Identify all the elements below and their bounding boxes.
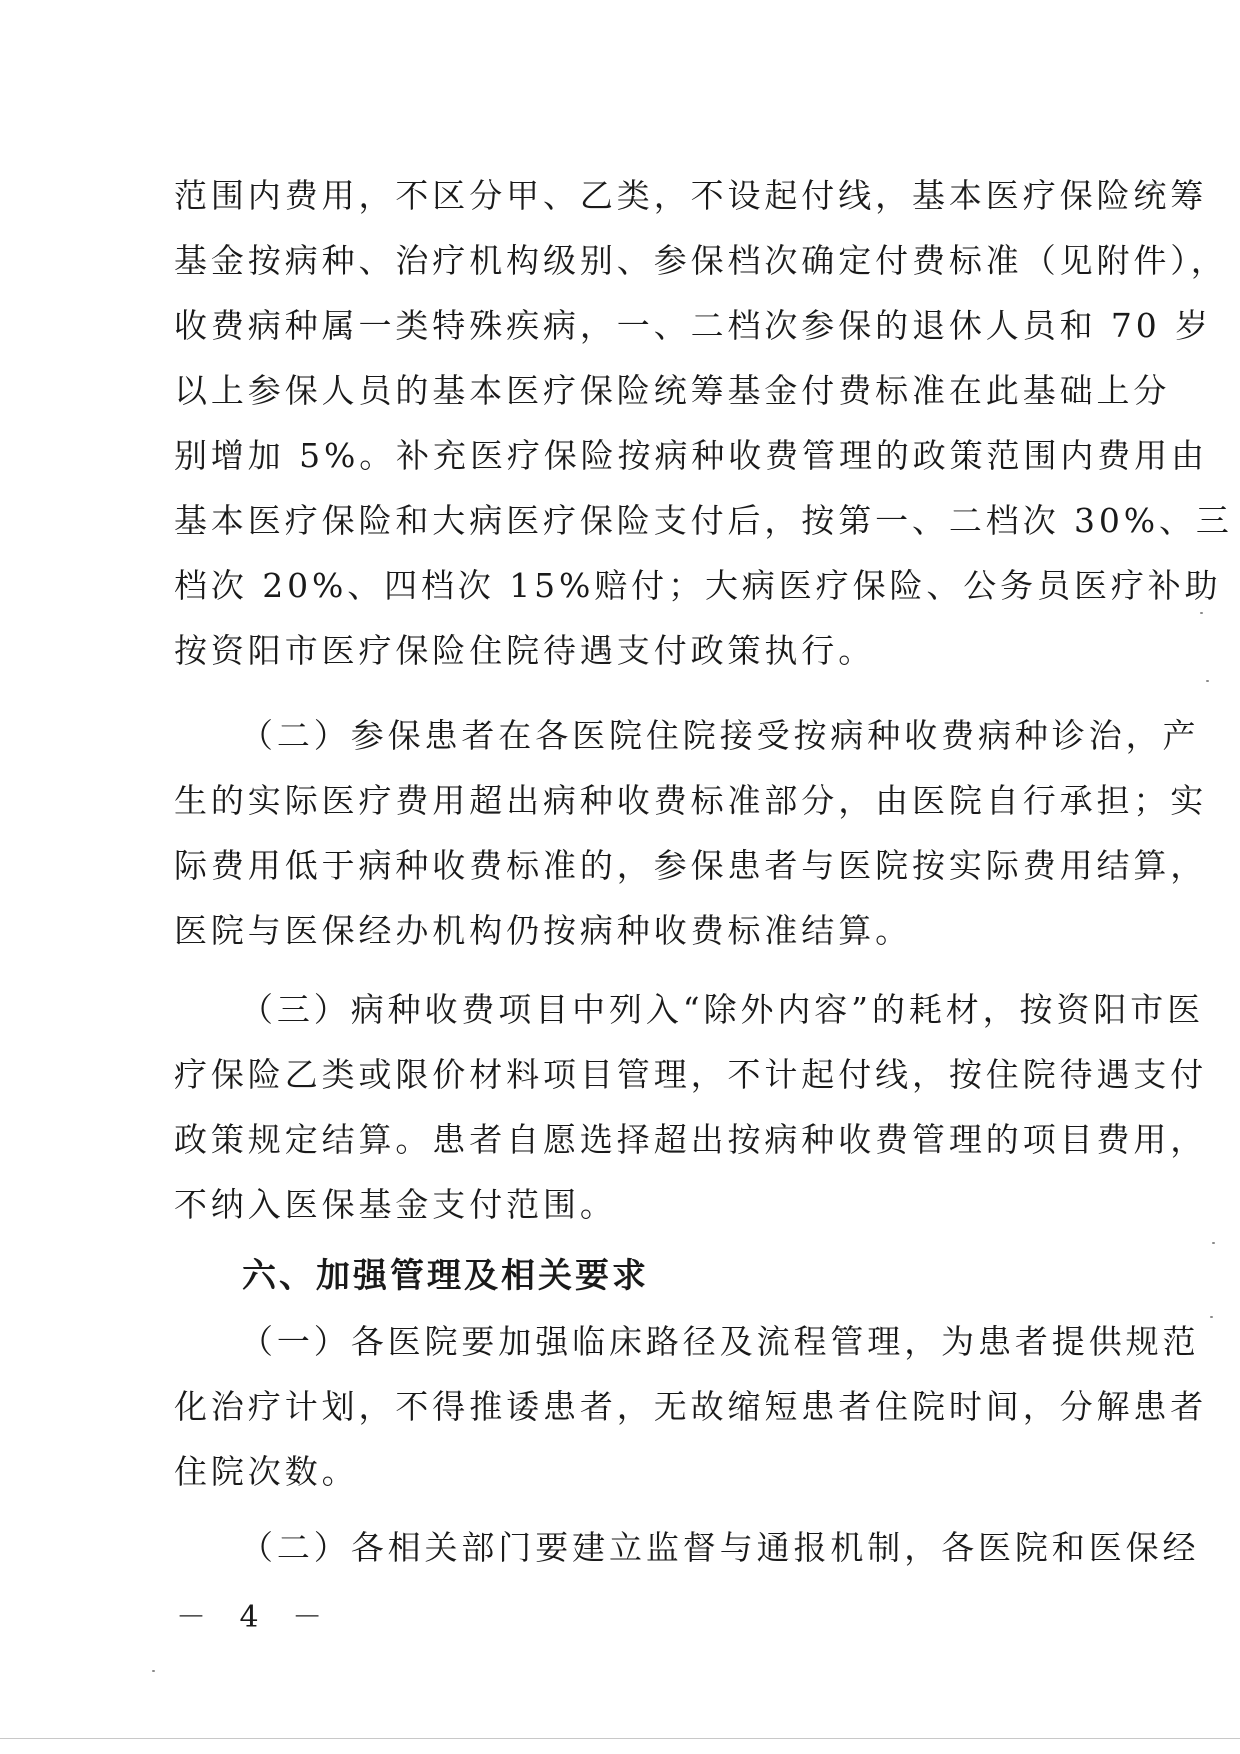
page-number: － 4 － [176, 1600, 335, 1635]
scan-speck [1206, 680, 1209, 682]
paragraph-start-line: （一）各医院要加强临床路径及流程管理，为患者提供规范 [240, 1322, 1200, 1361]
body-text-line: 范围内费用，不区分甲、乙类，不设起付线，基本医疗保险统筹 [174, 176, 1208, 215]
body-text-line: 不纳入医保基金支付范围。 [174, 1185, 617, 1224]
paragraph-start-line: （三）病种收费项目中列入“除外内容”的耗材，按资阳市医 [240, 990, 1205, 1029]
body-text-line: 疗保险乙类或限价材料项目管理，不计起付线，按住院待遇支付 [174, 1055, 1208, 1094]
body-text-line: 基本医疗保险和大病医疗保险支付后，按第一、二档次 30%、三 [174, 501, 1233, 540]
paragraph-start-line: （二）各相关部门要建立监督与通报机制，各医院和医保经 [240, 1528, 1200, 1567]
page-bottom-edge [0, 1738, 1240, 1739]
section-heading: 六、加强管理及相关要求 [242, 1256, 649, 1296]
body-text-line: 档次 20%、四档次 15%赔付；大病医疗保险、公务员医疗补助 [174, 566, 1222, 605]
scan-speck [1210, 1316, 1213, 1318]
body-text-line: 别增加 5%。补充医疗保险按病种收费管理的政策范围内费用由 [174, 436, 1208, 475]
body-text-line: 住院次数。 [174, 1452, 359, 1491]
body-text-line: 化治疗计划，不得推诿患者，无故缩短患者住院时间，分解患者 [174, 1387, 1208, 1426]
body-text-line: 收费病种属一类特殊疾病，一、二档次参保的退休人员和 70 岁 [174, 306, 1212, 345]
scan-speck [1212, 1242, 1215, 1244]
body-text-line: 医院与医保经办机构仍按病种收费标准结算。 [174, 911, 912, 950]
body-text-line: 按资阳市医疗保险住院待遇支付政策执行。 [174, 631, 876, 670]
scan-speck [152, 1670, 155, 1672]
paragraph-start-line: （二）参保患者在各医院住院接受按病种收费病种诊治，产 [240, 716, 1200, 755]
body-text-line: 生的实际医疗费用超出病种收费标准部分，由医院自行承担；实 [174, 781, 1208, 820]
body-text-line: 基金按病种、治疗机构级别、参保档次确定付费标准（见附件）， [174, 241, 1228, 280]
body-text-line: 政策规定结算。患者自愿选择超出按病种收费管理的项目费用， [174, 1120, 1208, 1159]
scan-speck [1200, 612, 1203, 614]
body-text-line: 际费用低于病种收费标准的，参保患者与医院按实际费用结算， [174, 846, 1208, 885]
body-text-line: 以上参保人员的基本医疗保险统筹基金付费标准在此基础上分 [174, 371, 1171, 410]
